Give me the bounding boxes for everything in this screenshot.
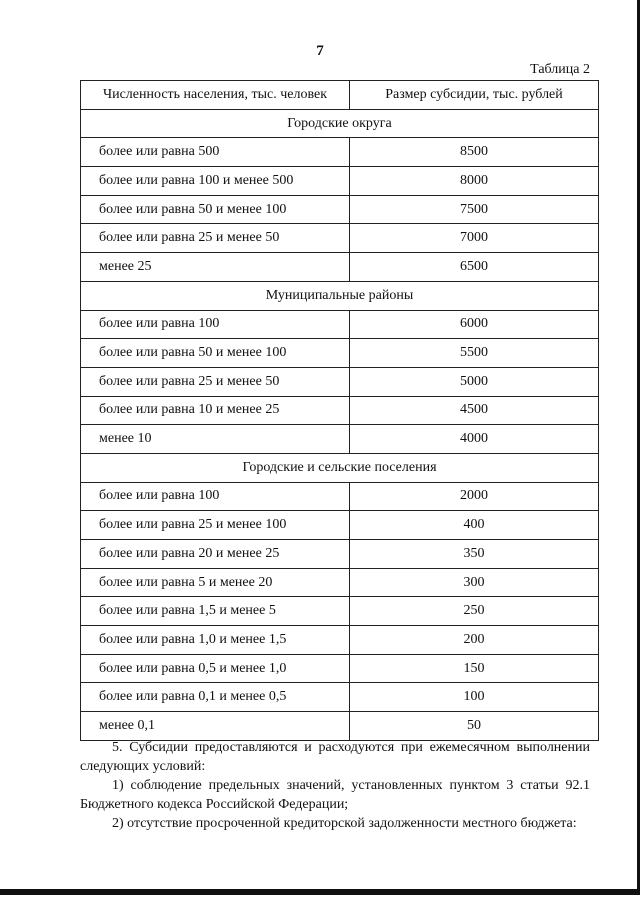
subsidy-cell: 250 <box>350 597 599 626</box>
table-row <box>81 167 599 196</box>
population-cell: более или равна 25 и менее 50 <box>81 367 350 396</box>
subsidy-cell: 5500 <box>350 339 599 368</box>
population-cell: более или равна 10 и менее 25 <box>81 396 350 425</box>
table-row <box>81 396 599 425</box>
subsidy-cell: 2000 <box>350 482 599 511</box>
subsidy-cell: 8500 <box>350 138 599 167</box>
subsidy-cell: 200 <box>350 626 599 655</box>
population-cell: более или равна 25 и менее 50 <box>81 224 350 253</box>
subsidy-cell: 100 <box>350 683 599 712</box>
paragraph-5: 5. Субсидии предоставляются и расходуются при ежемесячном выполнении следующих условий: <box>80 740 590 774</box>
section-row <box>81 109 599 138</box>
subsidy-table <box>80 80 599 741</box>
subsidy-cell: 6500 <box>350 253 599 282</box>
table-row <box>81 425 599 454</box>
population-cell: менее 0,1 <box>81 712 350 741</box>
scan-bottom-border <box>0 889 640 895</box>
table-row <box>81 367 599 396</box>
subsidy-cell: 4500 <box>350 396 599 425</box>
population-cell: более или равна 500 <box>81 138 350 167</box>
table-row <box>81 568 599 597</box>
table-row <box>81 511 599 540</box>
subsidy-cell: 6000 <box>350 310 599 339</box>
subsidy-cell: 7000 <box>350 224 599 253</box>
paragraph-condition-1: 1) соблюдение предельных значений, установленных пунктом 3 статьи 92.1 Бюджетного кодекса Российской Федерации; <box>80 778 590 812</box>
body-text <box>80 738 590 833</box>
section-row <box>81 281 599 310</box>
table-row <box>81 654 599 683</box>
population-cell: более или равна 50 и менее 100 <box>81 195 350 224</box>
table-row <box>81 683 599 712</box>
subsidy-cell: 4000 <box>350 425 599 454</box>
section-title: Муниципальные районы <box>81 281 599 310</box>
section-title: Городские и сельские поселения <box>81 453 599 482</box>
table-row <box>81 253 599 282</box>
header-population: Численность населения, тыс. человек <box>81 81 350 110</box>
subsidy-cell: 50 <box>350 712 599 741</box>
population-cell: более или равна 50 и менее 100 <box>81 339 350 368</box>
table-row <box>81 597 599 626</box>
table-row <box>81 195 599 224</box>
population-cell: более или равна 100 <box>81 310 350 339</box>
population-cell: более или равна 1,0 и менее 1,5 <box>81 626 350 655</box>
table-row <box>81 540 599 569</box>
population-cell: более или равна 100 <box>81 482 350 511</box>
population-cell: более или равна 5 и менее 20 <box>81 568 350 597</box>
section-row <box>81 453 599 482</box>
table-row <box>81 626 599 655</box>
page-number: 7 <box>316 43 324 59</box>
subsidy-cell: 8000 <box>350 167 599 196</box>
table-row <box>81 138 599 167</box>
table-row <box>81 224 599 253</box>
population-cell: более или равна 25 и менее 100 <box>81 511 350 540</box>
subsidy-cell: 5000 <box>350 367 599 396</box>
population-cell: более или равна 0,5 и менее 1,0 <box>81 654 350 683</box>
subsidy-cell: 150 <box>350 654 599 683</box>
table-header-row <box>81 81 599 110</box>
header-subsidy: Размер субсидии, тыс. рублей <box>350 81 599 110</box>
table-caption: Таблица 2 <box>530 62 590 77</box>
subsidy-cell: 300 <box>350 568 599 597</box>
table-row <box>81 310 599 339</box>
subsidy-cell: 400 <box>350 511 599 540</box>
table-row <box>81 482 599 511</box>
section-title: Городские округа <box>81 109 599 138</box>
table-body <box>81 109 599 740</box>
population-cell: менее 10 <box>81 425 350 454</box>
population-cell: более или равна 1,5 и менее 5 <box>81 597 350 626</box>
population-cell: более или равна 100 и менее 500 <box>81 167 350 196</box>
table-row <box>81 712 599 741</box>
population-cell: более или равна 0,1 и менее 0,5 <box>81 683 350 712</box>
subsidy-cell: 350 <box>350 540 599 569</box>
subsidy-cell: 7500 <box>350 195 599 224</box>
population-cell: более или равна 20 и менее 25 <box>81 540 350 569</box>
paragraph-condition-2: 2) отсутствие просроченной кредиторской задолженности местного бюджета: <box>112 816 577 831</box>
population-cell: менее 25 <box>81 253 350 282</box>
table-row <box>81 339 599 368</box>
